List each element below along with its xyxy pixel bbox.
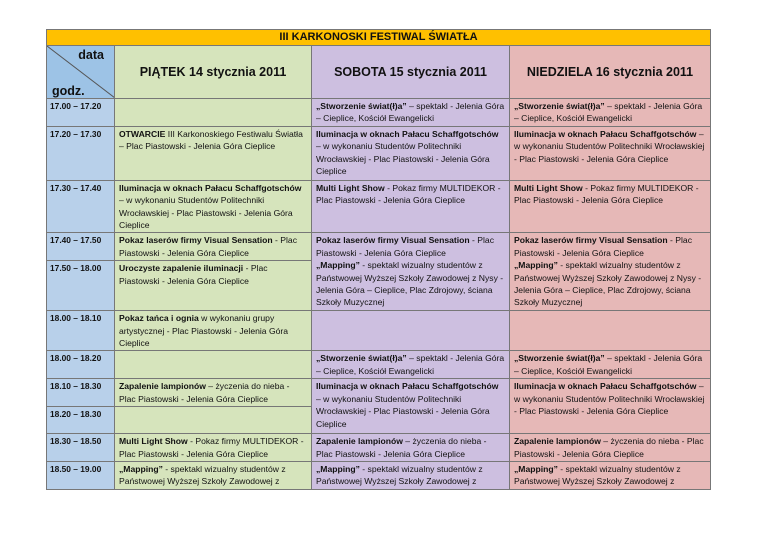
schedule-table: [46, 29, 711, 490]
event-sat-iluminacja: Iluminacja w oknach Pałacu Schaffgotschów – w wykonaniu Studentów Politechniki Wrocławskiej - Plac Piastowski - Jelenia Góra Cieplice: [312, 126, 510, 180]
event-fri-taniec-ognia: Pokaz tańca i ognia w wykonaniu grupy artystycznej - Plac Piastowski - Jelenia Góra Cieplice: [115, 311, 312, 351]
event-sun-stworzenie: „Stworzenie świat(ł)a” – spektakl - Jelenia Góra – Cieplice, Kościół Ewangelicki: [510, 351, 711, 379]
cell-sun-empty: [510, 311, 711, 351]
event-sun-mapping: „Mapping” - spektakl wizualny studentów z Państwowej Wyższej Szkoły Zawodowej z: [510, 461, 711, 489]
time-slot: 18.50 – 19.00: [47, 461, 115, 489]
event-sun-multi-light-show: Multi Light Show - Pokaz firmy MULTIDEKOR - Plac Piastowski - Jelenia Góra Cieplice: [510, 180, 711, 233]
time-slot: 17.30 – 17.40: [47, 180, 115, 233]
event-sun-lampiony: Zapalenie lampionów – życzenia do nieba - Plac Piastowski - Jelenia Góra Cieplice: [510, 434, 711, 462]
day-header-saturday: SOBOTA 15 stycznia 2011: [312, 46, 510, 99]
corner-hour-label: godz.: [52, 83, 85, 98]
event-fri-multi-light-show: Multi Light Show - Pokaz firmy MULTIDEKOR - Plac Piastowski - Jelenia Góra Cieplice: [115, 434, 312, 462]
event-sat-lasery-mapping: Pokaz laserów firmy Visual Sensation - Plac Piastowski - Jelenia Góra Cieplice „Mapping” - spektakl wizualny studentów z Państwowej Wyższej Szkoły Zawodowej z Nysy - Jelenia Góra – Cieplice, Plac Zdrojowy, ściana Szkoły Muzycznej: [312, 233, 510, 311]
event-fri-lampiony: Zapalenie lampionów – życzenia do nieba - Plac Piastowski - Jelenia Góra Cieplice: [115, 379, 312, 407]
event-sat-multi-light-show: Multi Light Show - Pokaz firmy MULTIDEKOR - Plac Piastowski - Jelenia Góra Cieplice: [312, 180, 510, 233]
corner-header: [47, 46, 115, 99]
event-sat-stworzenie: „Stworzenie świat(ł)a” – spektakl - Jelenia Góra – Cieplice, Kościół Ewangelicki: [312, 99, 510, 127]
time-slot: 18.00 – 18.20: [47, 351, 115, 379]
event-fri-lasery: Pokaz laserów firmy Visual Sensation - Plac Piastowski - Jelenia Góra Cieplice: [115, 233, 312, 261]
festival-title: III KARKONOSKI FESTIWAL ŚWIATŁA: [47, 30, 711, 46]
time-slot: 18.00 – 18.10: [47, 311, 115, 351]
time-slot: 17.00 – 17.20: [47, 99, 115, 127]
cell-sat-empty: [312, 311, 510, 351]
event-sun-iluminacja: Iluminacja w oknach Pałacu Schaffgotschów – w wykonaniu Studentów Politechniki Wrocławskiej - Plac Piastowski - Jelenia Góra Cieplice: [510, 379, 711, 434]
cell-fri-empty: [115, 407, 312, 434]
cell-fri-empty: [115, 99, 312, 127]
event-sun-lasery-mapping: Pokaz laserów firmy Visual Sensation - Plac Piastowski - Jelenia Góra Cieplice „Mapping” - spektakl wizualny studentów z Państwowej Wyższej Szkoły Zawodowej z Nysy - Jelenia Góra – Cieplice, Plac Zdrojowy, ściana Szkoły Muzycznej: [510, 233, 711, 311]
time-slot: 17.20 – 17.30: [47, 126, 115, 180]
day-header-friday: PIĄTEK 14 stycznia 2011: [115, 46, 312, 99]
event-fri-zapalenie-iluminacji: Uroczyste zapalenie iluminacji - Plac Piastowski - Jelenia Góra Cieplice: [115, 261, 312, 311]
event-sat-stworzenie: „Stworzenie świat(ł)a” – spektakl - Jelenia Góra – Cieplice, Kościół Ewangelicki: [312, 351, 510, 379]
event-fri-mapping: „Mapping” - spektakl wizualny studentów z Państwowej Wyższej Szkoły Zawodowej z: [115, 461, 312, 489]
cell-fri-empty: [115, 351, 312, 379]
event-sun-iluminacja: Iluminacja w oknach Pałacu Schaffgotschów – w wykonaniu Studentów Politechniki Wrocławskiej - Plac Piastowski - Jelenia Góra Cieplice: [510, 126, 711, 180]
time-slot: 18.30 – 18.50: [47, 434, 115, 462]
event-fri-otwarcie: OTWARCIE III Karkonoskiego Festiwalu Światła – Plac Piastowski - Jelenia Góra Cieplice: [115, 126, 312, 180]
time-slot: 18.20 – 18.30: [47, 407, 115, 434]
corner-date-label: data: [78, 48, 104, 62]
time-slot: 18.10 – 18.30: [47, 379, 115, 407]
time-slot: 17.50 – 18.00: [47, 261, 115, 311]
day-header-sunday: NIEDZIELA 16 stycznia 2011: [510, 46, 711, 99]
event-sat-lampiony: Zapalenie lampionów – życzenia do nieba - Plac Piastowski - Jelenia Góra Cieplice: [312, 434, 510, 462]
event-sat-iluminacja: Iluminacja w oknach Pałacu Schaffgotschów – w wykonaniu Studentów Politechniki Wrocławskiej - Plac Piastowski - Jelenia Góra Cieplice: [312, 379, 510, 434]
event-fri-iluminacja: Iluminacja w oknach Pałacu Schaffgotschów – w wykonaniu Studentów Politechniki Wrocławskiej - Plac Piastowski - Jelenia Góra Cieplice: [115, 180, 312, 233]
event-sat-mapping: „Mapping” - spektakl wizualny studentów z Państwowej Wyższej Szkoły Zawodowej z: [312, 461, 510, 489]
event-sun-stworzenie: „Stworzenie świat(ł)a” – spektakl - Jelenia Góra – Cieplice, Kościół Ewangelicki: [510, 99, 711, 127]
time-slot: 17.40 – 17.50: [47, 233, 115, 261]
schedule: [46, 29, 710, 490]
